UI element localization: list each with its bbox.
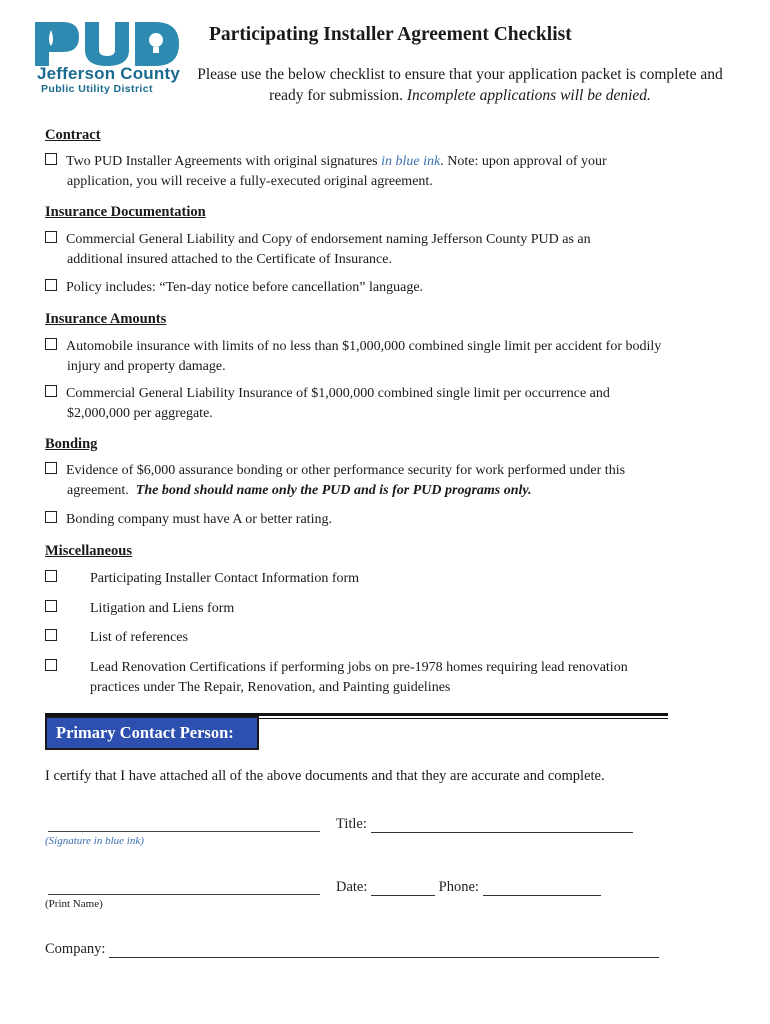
item-text: Policy includes: “Ten-day notice before cancellation” language. xyxy=(66,280,424,295)
section-heading-insurance-documentation: Insurance Documentation xyxy=(45,204,206,220)
phone-label: Phone: xyxy=(438,879,479,895)
signature-caption: (Signature in blue ink) xyxy=(45,835,144,847)
checkbox[interactable] xyxy=(45,570,57,582)
phone-field[interactable] xyxy=(483,881,601,896)
checkbox[interactable] xyxy=(45,462,57,474)
page-title: Participating Installer Agreement Checklist xyxy=(209,24,572,45)
item-text-cont: additional insured attached to the Certificate of Insurance. xyxy=(67,252,392,267)
print-name-field[interactable] xyxy=(48,893,320,895)
date-field[interactable] xyxy=(371,881,435,896)
checklist-item-auto-insurance xyxy=(45,337,725,377)
checkbox[interactable] xyxy=(45,511,57,523)
certification-statement: I certify that I have attached all of the above documents and that they are accurate and complete. xyxy=(45,768,605,784)
company-field[interactable] xyxy=(109,943,659,958)
item-text-cont: application, you will receive a fully-executed original agreement. xyxy=(67,174,433,189)
logo-line1: Jefferson County xyxy=(37,64,180,83)
item-text: Evidence of $6,000 assurance bonding or other performance security for work performed under this xyxy=(66,463,626,478)
checklist-item-policy-notice xyxy=(45,278,725,298)
logo-line2: Public Utility District xyxy=(41,83,153,95)
pud-logo-mark xyxy=(33,20,183,68)
section-heading-contract: Contract xyxy=(45,127,101,143)
blue-ink-text: in blue ink xyxy=(381,154,441,169)
checklist-item-agreements xyxy=(45,152,725,192)
checklist-item-bonding-evidence xyxy=(45,461,725,501)
section-heading-miscellaneous: Miscellaneous xyxy=(45,543,132,559)
title-field-row xyxy=(336,816,633,833)
bond-note: The bond should name only the PUD and is for PUD programs only. xyxy=(135,483,532,498)
signature-field[interactable] xyxy=(48,830,320,832)
company-row xyxy=(45,941,659,958)
checklist-item-litigation-form xyxy=(45,599,235,619)
intro-warning: Incomplete applications will be denied. xyxy=(406,87,651,104)
item-text: Automobile insurance with limits of no less than $1,000,000 combined single limit per accident for bodily xyxy=(66,339,662,354)
checklist-item-cgl-insurance xyxy=(45,384,725,424)
checkbox[interactable] xyxy=(45,385,57,397)
pud-logo xyxy=(33,20,183,100)
checkbox[interactable] xyxy=(45,231,57,243)
intro-paragraph xyxy=(190,64,730,106)
date-phone-row xyxy=(336,879,601,896)
item-text: . Note: upon approval of your xyxy=(440,154,607,169)
item-text: Participating Installer Contact Information form xyxy=(90,571,360,586)
checkbox[interactable] xyxy=(45,153,57,165)
section-heading-insurance-amounts: Insurance Amounts xyxy=(45,311,167,327)
title-label: Title: xyxy=(336,816,367,832)
checkbox[interactable] xyxy=(45,629,57,641)
checkbox[interactable] xyxy=(45,600,57,612)
checklist-item-contact-form xyxy=(45,569,360,589)
checklist-item-bonding-rating xyxy=(45,510,725,530)
item-text: Litigation and Liens form xyxy=(90,601,235,616)
checklist-item-references xyxy=(45,628,188,648)
item-text: Two PUD Installer Agreements with original signatures xyxy=(66,154,378,169)
item-text: Commercial General Liability and Copy of endorsement naming Jefferson County PUD as an xyxy=(66,232,591,247)
checklist-item-lead-renovation xyxy=(45,658,628,678)
company-label: Company: xyxy=(45,941,106,957)
section-heading-bonding: Bonding xyxy=(45,436,98,452)
item-text-cont: injury and property damage. xyxy=(67,359,226,374)
print-name-caption: (Print Name) xyxy=(45,898,103,910)
checkbox[interactable] xyxy=(45,338,57,350)
item-text: Bonding company must have A or better rating. xyxy=(66,512,332,527)
item-text: Lead Renovation Certifications if performing jobs on pre-1978 homes requiring lead renovation xyxy=(90,660,628,675)
title-field[interactable] xyxy=(371,818,633,833)
date-label: Date: xyxy=(336,879,368,895)
checklist-item-cgl-endorsement xyxy=(45,230,725,270)
item-text-cont: $2,000,000 per aggregate. xyxy=(67,406,213,421)
item-text: List of references xyxy=(90,630,188,645)
intro-text: Please use the below checklist to ensure that your application packet is complete and ready for submission. xyxy=(197,66,723,104)
primary-contact-label: Primary Contact Person: xyxy=(45,716,259,750)
checkbox[interactable] xyxy=(45,659,57,671)
item-text-cont: practices under The Repair, Renovation, and Painting guidelines xyxy=(90,680,451,695)
item-text: Commercial General Liability Insurance of $1,000,000 combined single limit per occurrence and xyxy=(66,386,610,401)
item-text-cont: agreement. xyxy=(67,483,129,498)
checkbox[interactable] xyxy=(45,279,57,291)
